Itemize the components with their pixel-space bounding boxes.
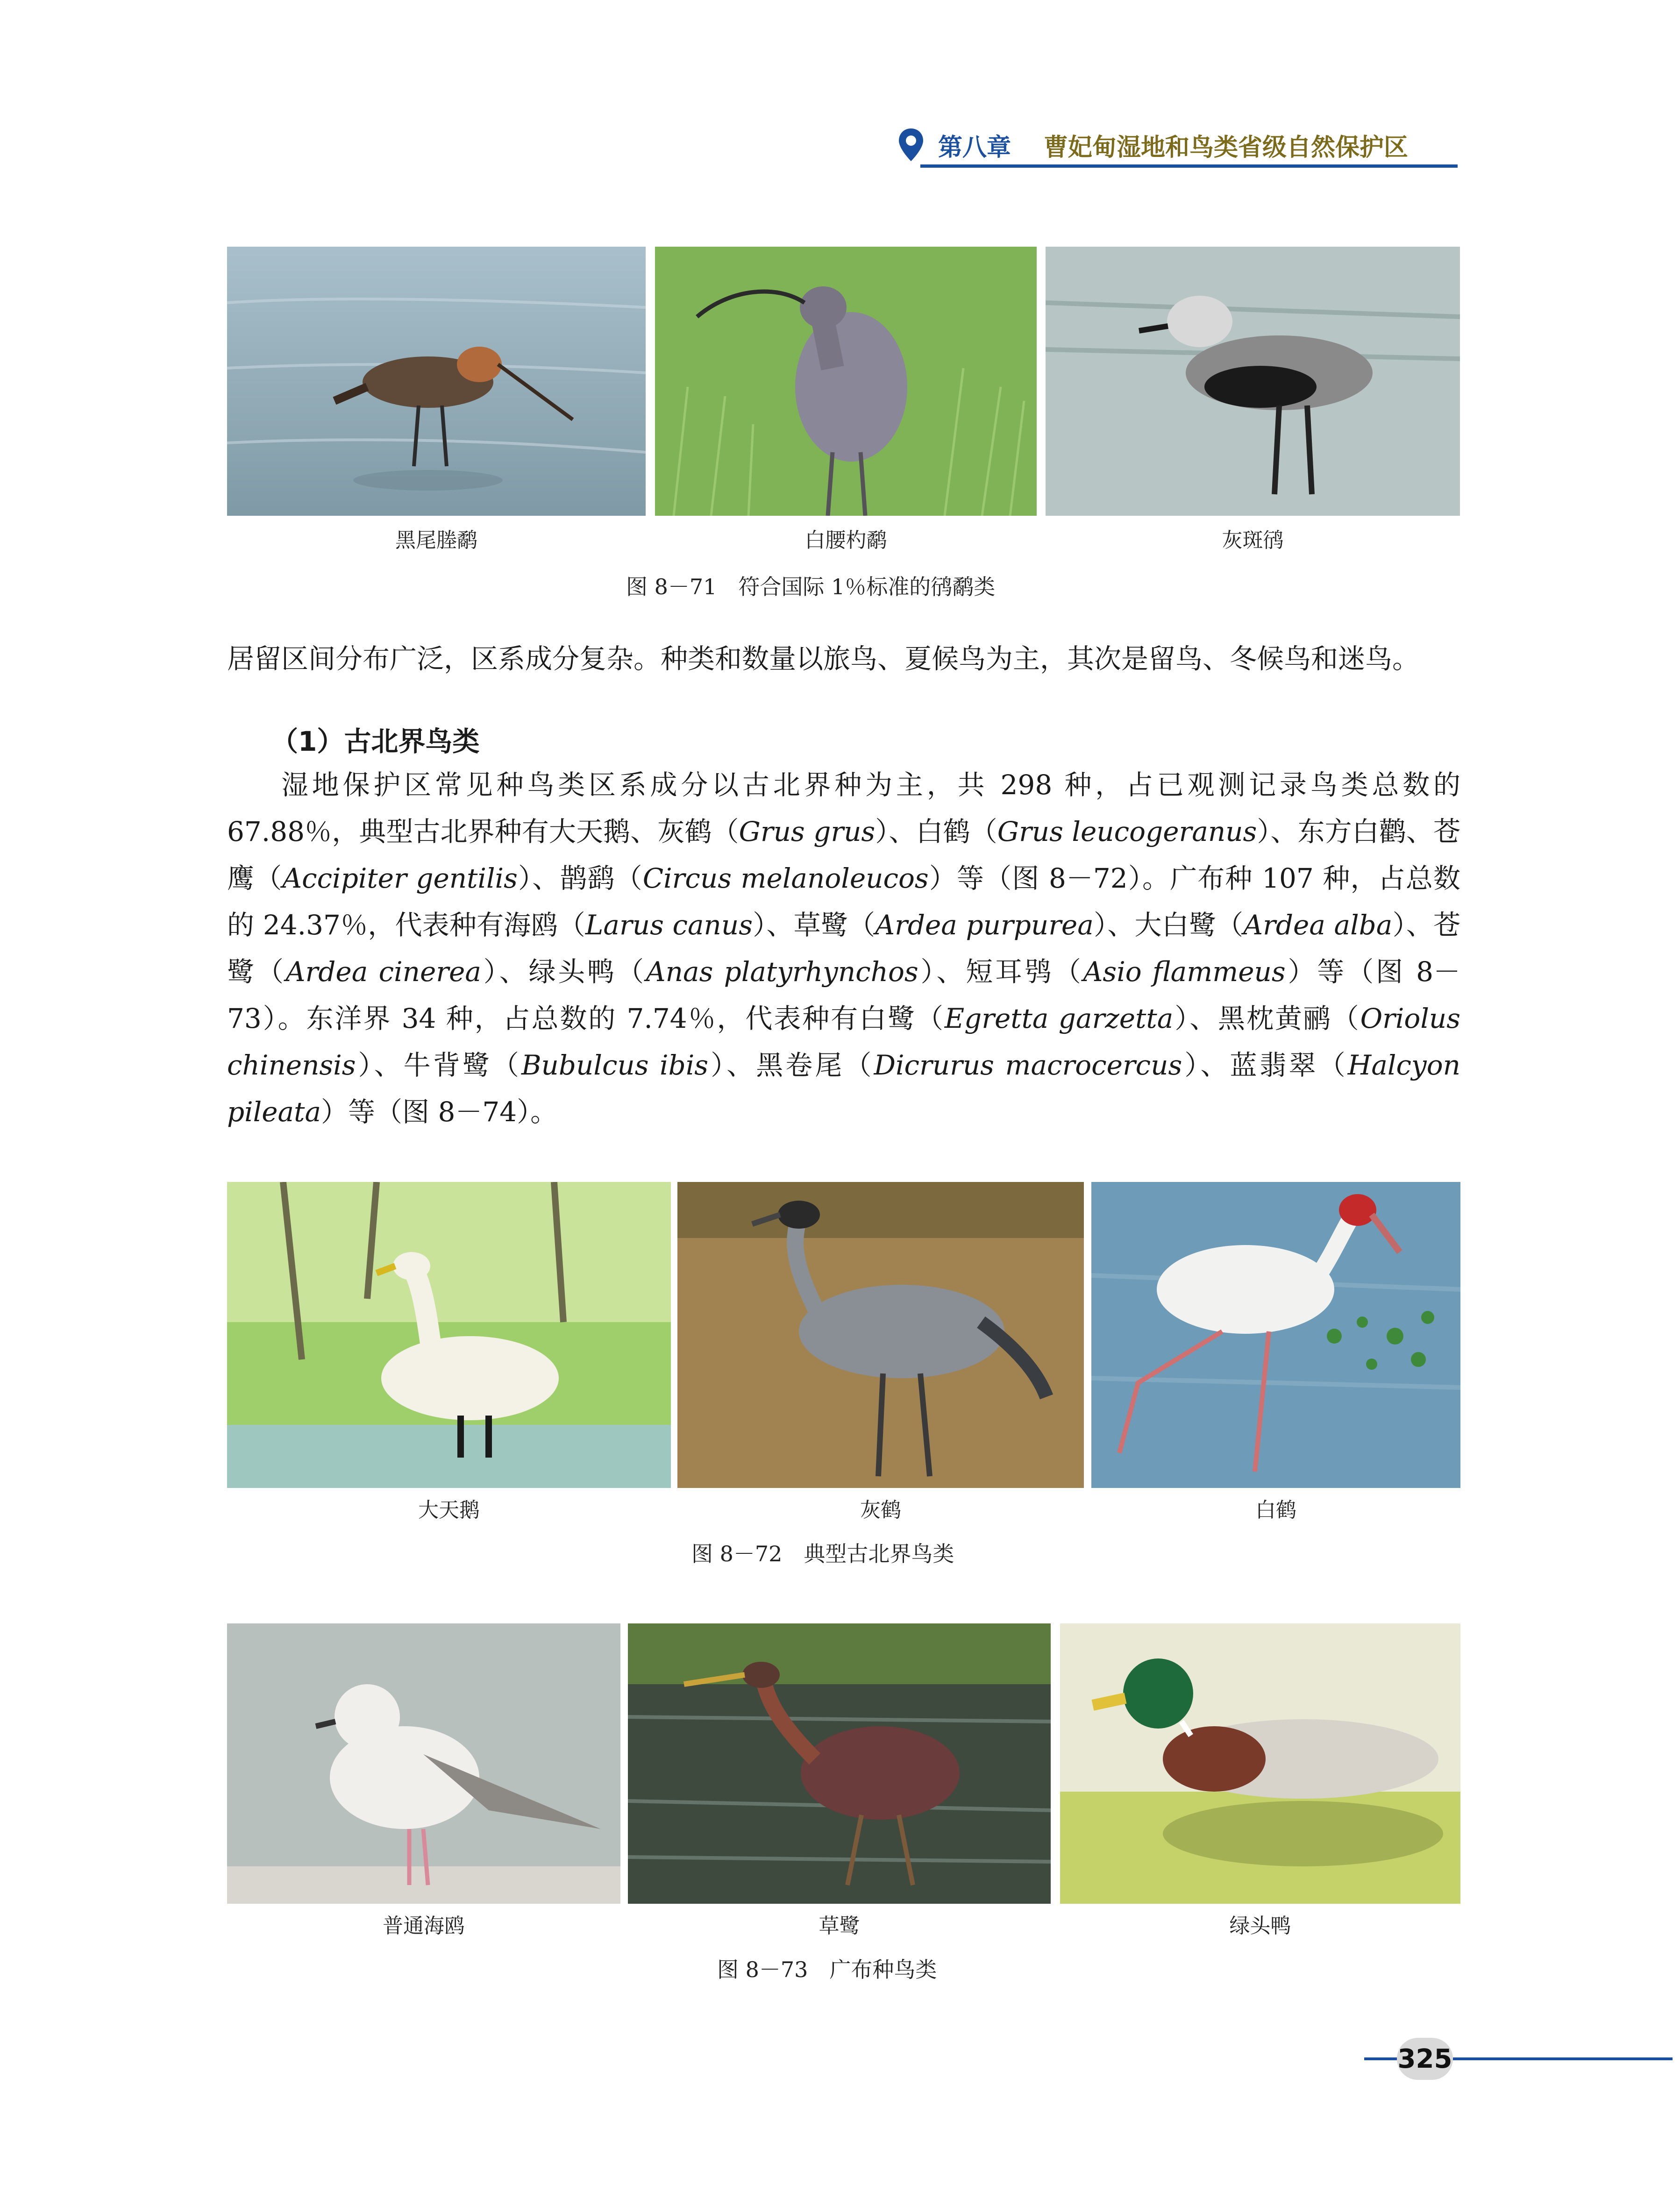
photo-black-tailed-godwit <box>227 247 646 516</box>
paragraph-1: 居留区间分布广泛，区系成分复杂。种类和数量以旅鸟、夏候鸟为主，其次是留鸟、冬候鸟和迷鸟。 <box>227 643 1420 675</box>
figure-8-72-title: 图 8－72 典型古北界鸟类 <box>691 1541 954 1566</box>
location-pin-icon <box>897 128 925 162</box>
caption-mallard: 绿头鸭 <box>1229 1914 1291 1938</box>
caption-mew-gull: 普通海鸥 <box>383 1914 465 1938</box>
page-number: 325 <box>1397 2038 1453 2080</box>
page-number-rule-right <box>1453 2057 1673 2060</box>
photo-purple-heron <box>628 1623 1051 1904</box>
photo-grey-plover <box>1046 247 1460 516</box>
caption-siberian-crane: 白鹤 <box>1255 1498 1296 1522</box>
photo-mallard <box>1060 1623 1460 1904</box>
photo-whooper-swan <box>227 1182 671 1488</box>
chapter-title: 曹妃甸湿地和鸟类省级自然保护区 <box>1044 133 1409 162</box>
paragraph-2: 湿地保护区常见种鸟类区系成分以古北界种为主，共 298 种，占已观测记录鸟类总数的 67.88％，典型古北界种有大天鹅、灰鹤（Grus grus）、白鹤（Grus leucogeranus）、东方白鹳、苍鹰（Accipiter gentilis）、鹊鹞（Circus melanoleucos）等（图 8－72）。广布种 107 种，占总数的 24.37％，代表种有海鸥（Larus canus）、草鹭（Ardea purpurea）、大白鹭（Ardea alba）、苍鹭（Ardea cinerea）、绿头鸭（Anas platyrhynchos）、短耳鸮（Asio flammeus）等（图 8－73）。东洋界 34 种，占总数的 7.74％，代表种有白鹭（Egretta garzetta）、黑枕黄鹂（Oriolus chinensis）、牛背鹭（Bubulcus ibis）、黑卷尾（Dicrurus macrocercus）、蓝翡翠（Halcyon pileata）等（图 8－74）。 <box>227 769 1461 1128</box>
section-heading: （1）古北界鸟类 <box>271 726 480 757</box>
caption-eurasian-curlew: 白腰杓鹬 <box>804 528 887 552</box>
caption-grey-plover: 灰斑鸻 <box>1222 528 1284 552</box>
figure-8-73-title: 图 8－73 广布种鸟类 <box>717 1957 937 1982</box>
photo-mew-gull <box>227 1623 620 1904</box>
caption-purple-heron: 草鹭 <box>819 1914 860 1938</box>
figure-8-71-title: 图 8－71 符合国际 1％标准的鸻鹬类 <box>626 574 996 599</box>
photo-eurasian-curlew <box>655 247 1037 516</box>
photo-common-crane <box>677 1182 1084 1488</box>
caption-whooper-swan: 大天鹅 <box>418 1498 480 1522</box>
photo-siberian-crane <box>1091 1182 1460 1488</box>
caption-common-crane: 灰鹤 <box>860 1498 901 1522</box>
chapter-label: 第八章 <box>938 133 1011 162</box>
caption-black-tailed-godwit: 黑尾塍鹬 <box>395 528 477 552</box>
page-number-rule-left <box>1364 2057 1402 2060</box>
running-header <box>897 126 1458 164</box>
header-rule <box>920 164 1458 168</box>
